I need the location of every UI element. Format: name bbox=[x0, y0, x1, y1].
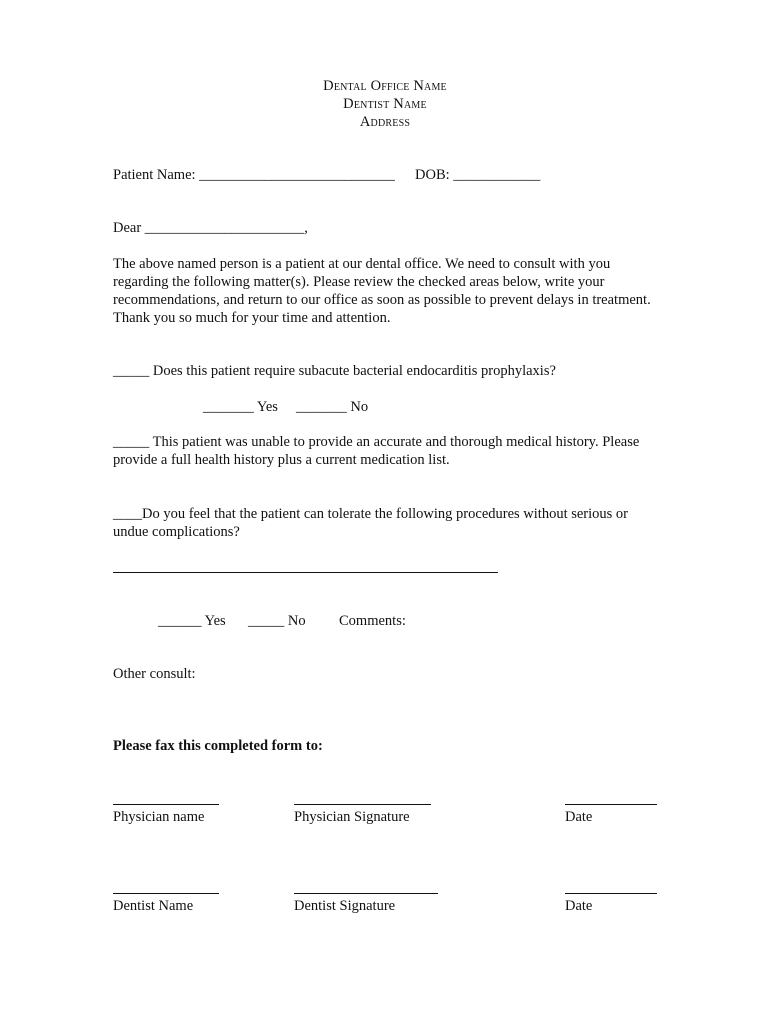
q3-yes-option[interactable]: ______ Yes bbox=[158, 613, 226, 629]
physician-name-label: Physician name bbox=[113, 809, 205, 825]
dentist-signature-label: Dentist Signature bbox=[294, 898, 396, 914]
physician-signature-line[interactable] bbox=[294, 804, 431, 805]
procedures-line[interactable] bbox=[113, 572, 498, 573]
comments-label: Comments: bbox=[339, 613, 406, 629]
question-sbe-prophylaxis[interactable]: _____ Does this patient require subacute bacterial endocarditis prophylaxis? bbox=[113, 363, 556, 379]
patient-name-field[interactable]: Patient Name: ___________________________ bbox=[113, 167, 395, 183]
dentist-name-label: Dentist Name bbox=[113, 898, 194, 914]
salutation-line[interactable]: Dear ______________________, bbox=[113, 220, 308, 236]
physician-signature-label: Physician Signature bbox=[294, 809, 410, 825]
dentist-date-label: Date bbox=[565, 898, 593, 914]
dentist-name-line[interactable] bbox=[113, 893, 219, 894]
physician-name-line[interactable] bbox=[113, 804, 219, 805]
q1-no-option[interactable]: _______ No bbox=[296, 399, 369, 415]
other-consult-label: Other consult: bbox=[113, 666, 196, 682]
office-name: Dental Office Name bbox=[323, 78, 447, 94]
question-medical-history[interactable]: _____ This patient was unable to provide an accurate and thorough medical history. Please provide a full health history plus a current medication list. bbox=[113, 434, 640, 468]
question-tolerate-procedures[interactable]: ____Do you feel that the patient can tolerate the following procedures without serious or undue complications? bbox=[113, 506, 629, 540]
physician-date-label: Date bbox=[565, 809, 593, 825]
fax-instruction: Please fax this completed form to: bbox=[113, 738, 323, 754]
intro-paragraph: The above named person is a patient at our dental office. We need to consult with you regarding the following matter(s). Please review the checked areas below, write your recommendations, and return to our office as soon as possible to prevent delays in treatment. Thank you so much for your time and attention. bbox=[113, 256, 651, 326]
physician-date-line[interactable] bbox=[565, 804, 657, 805]
office-address: Address bbox=[359, 114, 411, 130]
dentist-date-line[interactable] bbox=[565, 893, 657, 894]
q1-yes-option[interactable]: _______ Yes bbox=[203, 399, 278, 415]
dentist-signature-line[interactable] bbox=[294, 893, 438, 894]
letterhead bbox=[0, 77, 770, 131]
dob-field[interactable]: DOB: ____________ bbox=[415, 167, 541, 183]
dentist-name: Dentist Name bbox=[343, 96, 427, 112]
q3-no-option[interactable]: _____ No bbox=[248, 613, 306, 629]
